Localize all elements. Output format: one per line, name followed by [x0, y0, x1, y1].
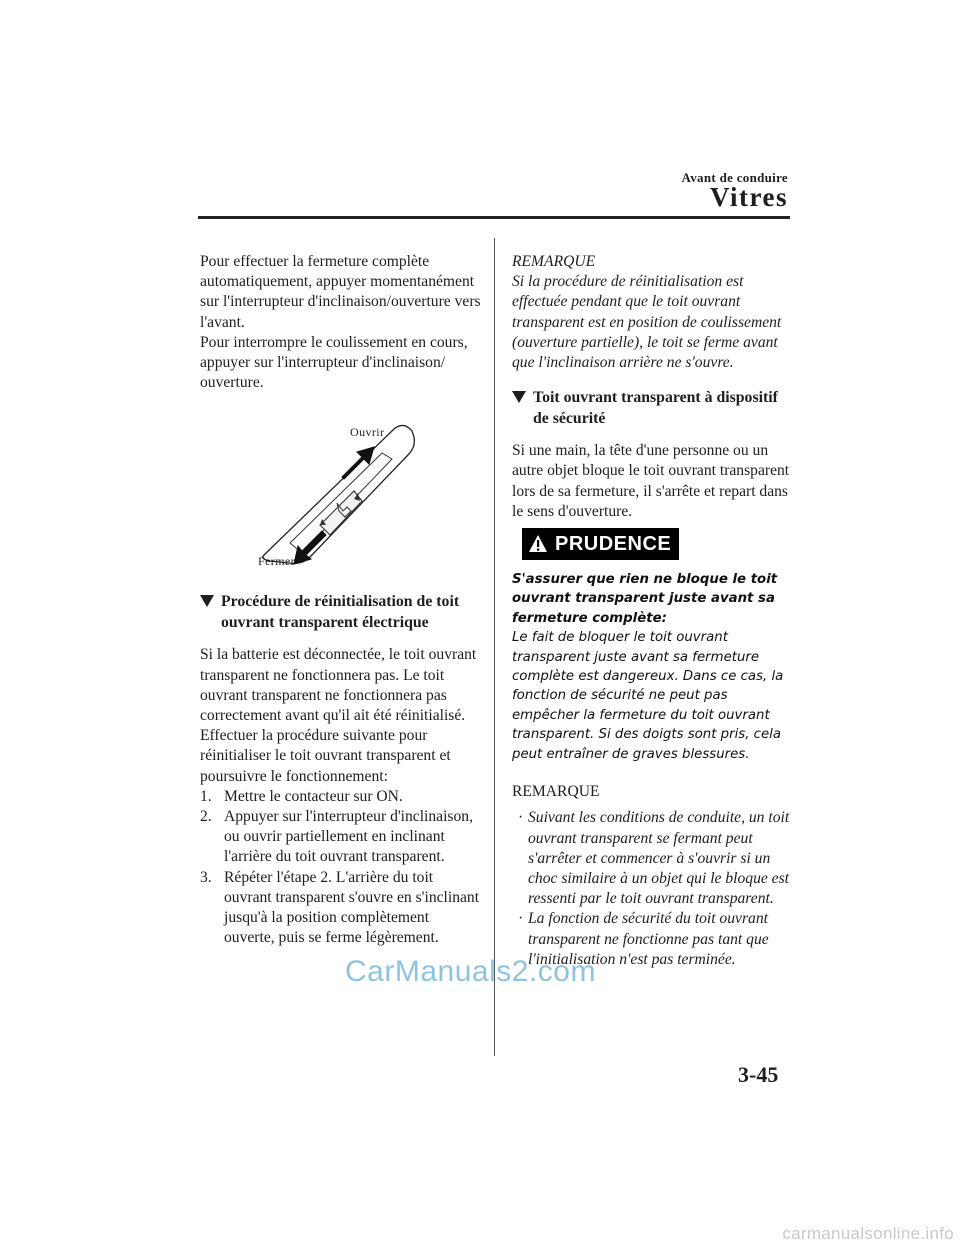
bullet-text: Suivant les conditions de conduite, un toit ouvrant transparent se fermant peut s'arrêter et commencer à s'ouvrir si un choc similaire à un objet qui le bloque est ressenti par le toit ouvrant transparent.	[528, 809, 790, 908]
bullet-text: La fonction de sécurité du toit ouvrant transparent ne fonctionne pas tant que l'initialisation n'est pas terminée.	[528, 910, 769, 968]
left-column	[200, 252, 482, 948]
triangle-down-icon	[512, 391, 526, 403]
footer-site-url[interactable]: carmanualsonline.info	[782, 1224, 954, 1243]
step-text: Répéter l'étape 2. L'arrière du toit ouvrant transparent s'ouvre en s'inclinant jusqu'à la position complètement ouverte, puis se ferme légèrement.	[224, 868, 480, 947]
section-heading-safety	[512, 387, 792, 429]
note-bullet-list	[512, 808, 792, 970]
paragraph-interrupt: Pour interrompre le coulissement en cours, appuyer sur l'interrupteur d'inclinaison/ ouverture.	[200, 333, 468, 392]
list-item	[200, 868, 482, 949]
figure-label-close: Fermer	[258, 554, 296, 569]
sunroof-switch-illustration	[244, 407, 434, 569]
header-rule	[198, 216, 790, 219]
step-number: 1.	[200, 787, 212, 805]
paragraph-reset-intro: Si la batterie est déconnectée, le toit ouvrant transparent ne fonctionnera pas. Le toit ouvrant transparent ne fonctionnera pas correctement avant qu'il ait été réinitialisé. Effectuer la procédure suivante pour réinitialiser le toit ouvrant transparent et poursuivre le fonctionnement:	[200, 646, 477, 785]
column-divider	[494, 238, 495, 1056]
caution-box	[512, 570, 792, 764]
right-column	[512, 252, 792, 970]
list-item	[200, 807, 482, 868]
note-text: Si la procédure de réinitialisation est effectuée pendant que le toit ouvrant transparent est en position de coulissement (ouverture partielle), le toit se ferme avant que l'inclinaison arrière ne s'ouvre.	[512, 273, 782, 372]
bullet-dot-icon: ·	[518, 910, 524, 928]
note-title: REMARQUE	[512, 253, 596, 270]
step-text: Appuyer sur l'interrupteur d'inclinaison, ou ouvrir partiellement en inclinant l'arrière du toit ouvrant transparent.	[224, 808, 473, 866]
triangle-down-icon	[200, 595, 214, 607]
reset-steps-list	[200, 787, 482, 949]
page-number: 3-45	[738, 1062, 779, 1087]
sunroof-switch-figure	[200, 407, 482, 569]
heading-text: Toit ouvrant transparent à dispositif de sécurité	[533, 389, 778, 428]
step-number: 3.	[200, 868, 212, 886]
list-item	[512, 808, 792, 909]
header-section: Avant de conduire	[681, 170, 788, 185]
section-heading-reset	[200, 591, 482, 633]
heading-text: Procédure de réinitialisation de toit ouvrant transparent électrique	[221, 593, 460, 632]
paragraph-full-close: Pour effectuer la fermeture complète automatiquement, appuyer momentanément sur l'interrupteur d'inclinaison/ouverture vers l'avant.	[200, 253, 481, 331]
page-title: Vitres	[710, 182, 788, 212]
caution-bold-text: S'assurer que rien ne bloque le toit ouvrant transparent juste avant sa fermeture complète:	[512, 572, 778, 626]
caution-label-text: PRUDENCE	[555, 532, 672, 555]
step-number: 2.	[200, 808, 212, 826]
list-item	[200, 787, 482, 807]
bullet-dot-icon: ·	[518, 809, 524, 827]
step-text: Mettre le contacteur sur ON.	[224, 787, 403, 805]
paragraph-safety: Si une main, la tête d'une personne ou un autre objet bloque le toit ouvrant transparent lors de sa fermeture, il s'arrête et repart dans le sens d'ouverture.	[512, 442, 790, 520]
figure-label-open: Ouvrir	[350, 425, 385, 440]
note-title: REMARQUE	[512, 783, 600, 801]
caution-label	[522, 528, 679, 560]
warning-icon	[528, 534, 548, 554]
caution-text: Le fait de bloquer le toit ouvrant transparent juste avant sa fermeture complète est dangereux. Dans ce cas, la fonction de sécurité ne peut pas empêcher la fermeture du toit ouvrant transparent. Si des doigts sont pris, cela peut entraîner de graves blessures.	[512, 630, 784, 762]
watermark: CarManuals2.com	[345, 955, 596, 988]
